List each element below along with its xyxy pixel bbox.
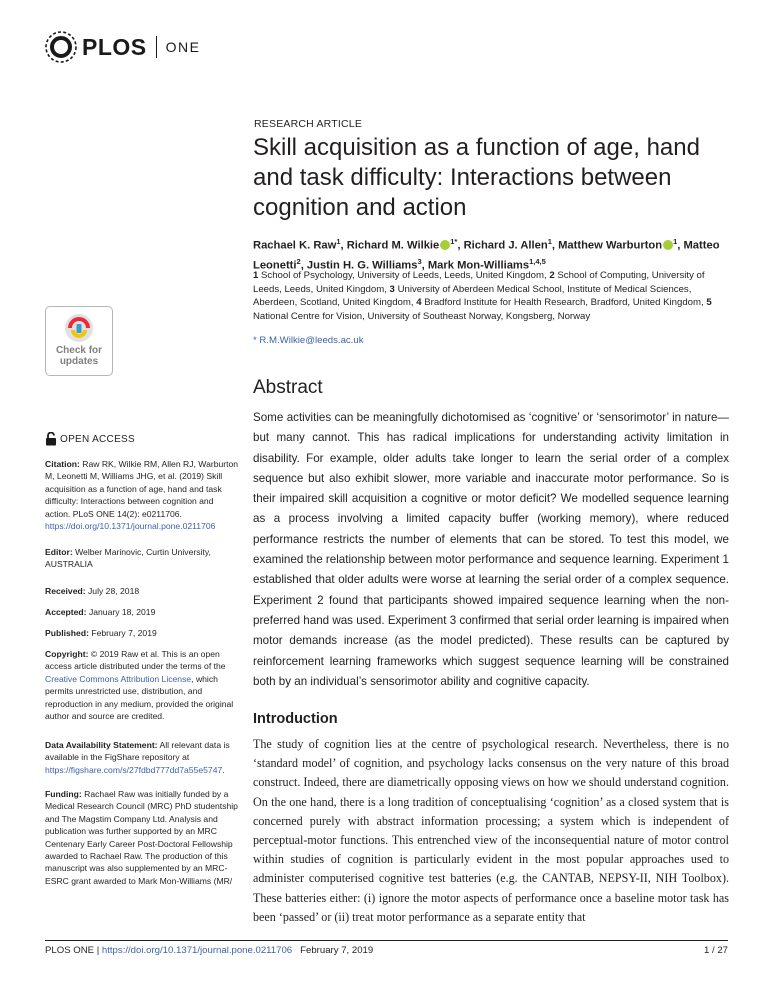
plos-one-logo[interactable]: [44, 30, 200, 64]
page-number: 1 / 27: [703, 945, 728, 956]
author-affil-sup: 1: [673, 237, 678, 246]
editor-text: Welber Marinovic, Curtin University, AUSTRALIA: [45, 547, 211, 570]
affil-number: 3: [389, 283, 395, 295]
article-title: Skill acquisition as a function of age, hand and task difficulty: Interactions between cognition and action: [253, 134, 700, 221]
orcid-icon[interactable]: [440, 240, 450, 250]
affiliations: [253, 269, 723, 324]
received-label: Received:: [45, 586, 86, 596]
citation-block: [45, 458, 241, 532]
affil-text: National Centre for Vision, University of Southeast Norway, Kongsberg, Norway: [253, 311, 591, 323]
affil-number: 5: [706, 297, 712, 309]
author-name[interactable]: Rachael K. Raw: [253, 239, 337, 252]
citation-label: Citation:: [45, 459, 80, 469]
copyright-label: Copyright:: [45, 649, 89, 659]
copyright-text-2: , which permits unrestricted use, distribution, and reproduction in any medium, provided the original author and source are credited.: [45, 673, 234, 722]
footer-divider: [45, 940, 728, 941]
funding-text: Rachael Raw was initially funded by a Medical Research Council (MRC) PhD studentship and The Magstim Company Ltd. Analysis and publication was further supported by an MRC Centenary Early Career Post-Doctoral Fellowship awarded to Rachael Raw. The production of this manuscript was also supplemented by an MRC-ESRC grant awarded to Mark Mon-Williams (MR/: [45, 789, 238, 886]
abstract-body: Some activities can be meaningfully dichotomised as ‘cognitive’ or ‘sensorimotor’ in nature—but many cannot. This has radical implications for understanding activity limitation in disability. For example, older adults take longer to learn the serial order of a complex sequence but also exhibit slower, more variable and inaccurate motor performance. So is their impaired skill acquisition a cognitive or motor deficit? We modelled sequence learning as a process involving a limited capacity buffer (working memory), where reduced performance restricts the number of elements that can be stored. To test this model, we examined the relationship between motor performance and sequence learning. Experiment 1 established that older adults were worse at learning the serial order of a complex sequence. Experiment 2 found that participants showed impaired sequence learning when the non-preferred hand was used. Experiment 3 confirmed that serial order learning is impaired when motor demands increase (as the model predicted). These results can be captured by reinforcement learning frameworks which suggest sequence learning will be constrained both by an individual’s sensorimotor ability and cognitive capacity.: [253, 411, 729, 688]
journal-name: ONE: [165, 39, 201, 55]
check-for-updates-icon: [64, 313, 94, 343]
author-list: Rachael K. Raw$^1$, Richard M. Wilkie $^{1*}$, Richard J. Allen$^1$, Matthew Warburton $^1$, Matteo Leonetti$^2$, Justin H. G. Williams$^3$, Mark Mon-Williams$^{1,4,5}$: [253, 237, 720, 272]
affil-number: 4: [416, 297, 422, 309]
cfu-line1: Check for: [55, 345, 103, 356]
footer-journal: PLOS ONE: [45, 945, 95, 956]
plos-logo-icon: [44, 30, 78, 64]
author-name[interactable]: Justin H. G. Williams: [306, 259, 418, 272]
copyright-block: [45, 648, 241, 722]
author-name[interactable]: Matteo Leonetti: [253, 239, 720, 272]
affil-number: 1: [253, 270, 259, 281]
affil-text: School of Computing, University of Leeds, Leeds, United Kingdom,: [253, 270, 705, 295]
accepted-date: January 18, 2019: [88, 607, 156, 617]
author-affil-sup: 1: [336, 237, 341, 246]
cc-license-link[interactable]: Creative Commons Attribution License: [45, 673, 192, 684]
accepted-block: [45, 606, 241, 618]
author-affil-sup: 1,4,5: [529, 256, 546, 266]
data-availability-block: Data Availability Statement: All relevant data is available in the FigShare repository at https://figshare.com/s/27fdbd777dd7a55e5747.: [45, 740, 230, 775]
abstract-heading: Abstract: [253, 377, 323, 398]
affil-number: 2: [549, 270, 555, 281]
affil-text: Bradford Institute for Health Research, Bradford, United Kingdom,: [424, 297, 704, 309]
open-lock-icon: [45, 432, 57, 446]
author-name[interactable]: Mark Mon-Williams: [427, 259, 530, 272]
citation-text: Raw RK, Wilkie RM, Allen RJ, Warburton M, Leonetti M, Williams JHG, et al. (2019) Skill acquisition as a function of age, hand and task difficulty: Interactions between cognition and action. PLoS ONE 14(2): e0211706.: [45, 459, 239, 519]
check-for-updates-label: [56, 346, 102, 367]
check-for-updates-badge[interactable]: [45, 306, 113, 376]
orcid-icon[interactable]: [663, 240, 673, 250]
introduction-heading: Introduction: [253, 711, 338, 727]
author-name[interactable]: Matthew Warburton: [558, 239, 663, 252]
introduction-body: The study of cognition lies at the centre of psychological research. Nevertheless, there is no ‘standard model’ of cognition, and psychology lacks consensus on the very nature of this broad construct. Indeed, there are diametrically opposing views on how we should understand cognition. On the one hand, there is a long tradition of conceptualising ‘cognition’ as a closed system that is concerned purely with abstract information processing; a system which is independent of perceptual-motor functions. This entrenched view of the inconsequential nature of motor control within studies of cognition is particularly evident in the most popular approaches used to administer computerised cognitive test batteries (e.g. the CANTAB, NEPSY-II, NIH Toolbox). These batteries either: (i) ignore the motor aspects of performance once a baseline motor task has been ‘passed’ or (ii) treat motor performance as a separate entity that: [253, 737, 729, 924]
footer-date: February 7, 2019: [300, 945, 374, 956]
author-affil-sup: 1*: [450, 237, 458, 246]
author-affil-sup: 1: [547, 237, 552, 246]
figshare-link[interactable]: https://figshare.com/s/27fdbd777dd7a55e5747: [45, 764, 223, 775]
accepted-label: Accepted:: [45, 607, 87, 617]
author-affil-sup: 2: [296, 256, 301, 266]
published-block: [45, 627, 241, 639]
editor-block: [45, 546, 241, 571]
received-date: July 28, 2018: [88, 586, 140, 596]
open-access-label: OPEN ACCESS: [60, 433, 135, 445]
published-date: February 7, 2019: [91, 628, 157, 638]
received-block: [45, 585, 241, 597]
open-access-badge: [45, 432, 135, 446]
data-availability-label: Data Availability Statement:: [45, 740, 158, 750]
data-availability-text: All relevant data is available in the FigShare repository at: [45, 740, 230, 763]
author-affil-sup: 3: [417, 256, 422, 266]
editor-label: Editor:: [45, 547, 73, 557]
logo-divider: [156, 36, 157, 58]
affil-text: University of Aberdeen Medical School, Institute of Medical Sciences, Aberdeen, Scotland, United Kingdom,: [253, 283, 692, 309]
corresponding-author: [253, 335, 364, 346]
brand-name: PLOS: [82, 33, 147, 60]
author-name[interactable]: Richard M. Wilkie: [346, 239, 440, 252]
footer-citation: PLOS ONE | https://doi.org/10.1371/journal.pone.0211706 February 7, 2019: [45, 945, 374, 956]
cfu-line2: updates: [59, 355, 99, 367]
article-type: RESEARCH ARTICLE: [254, 118, 363, 130]
funding-label: Funding:: [45, 789, 82, 799]
footer-doi-link[interactable]: https://doi.org/10.1371/journal.pone.0211706: [101, 945, 293, 956]
affil-text: School of Psychology, University of Leeds, Leeds, United Kingdom,: [261, 270, 547, 281]
author-name[interactable]: Richard J. Allen: [463, 239, 548, 252]
citation-doi-link[interactable]: https://doi.org/10.1371/journal.pone.0211706: [45, 521, 216, 532]
copyright-text: © 2019 Raw et al. This is an open access article distributed under the terms of the: [45, 649, 226, 672]
corresponding-star: *: [253, 335, 257, 346]
email-link[interactable]: R.M.Wilkie@leeds.ac.uk: [259, 335, 364, 346]
published-label: Published:: [45, 628, 89, 638]
funding-block: [45, 788, 241, 887]
